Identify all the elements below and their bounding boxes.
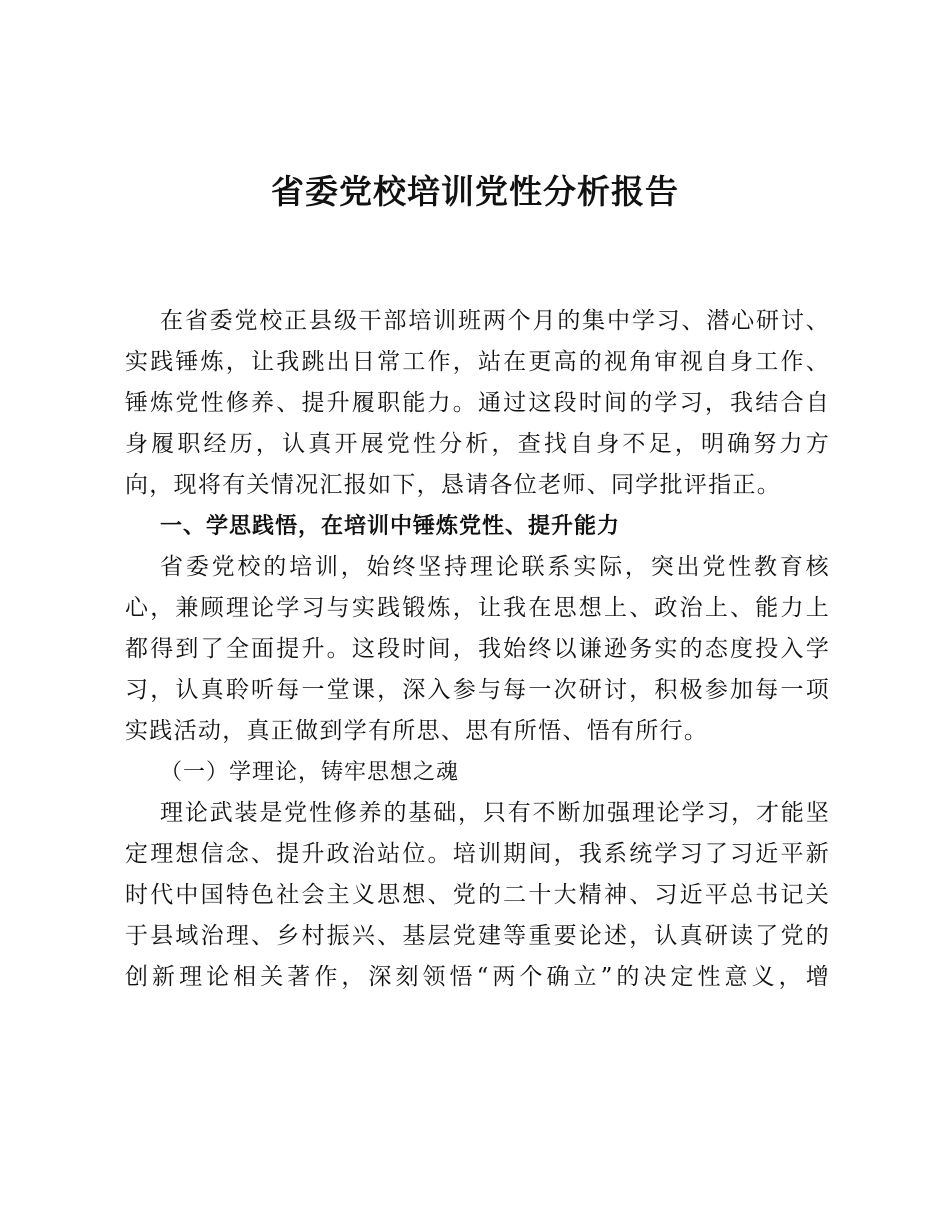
paragraph-line: 理论武装是党性修养的基础，只有不断加强理论学习，才能坚 — [160, 800, 830, 826]
subsection-heading: （一）学理论，铸牢思想之魂 — [160, 760, 460, 785]
paragraph-line: 身履职经历，认真开展党性分析，查找自身不足，明确努力方 — [125, 431, 830, 457]
paragraph-line: 时代中国特色社会主义思想、党的二十大精神、习近平总书记关 — [125, 882, 830, 908]
paragraph-line: 于县域治理、乡村振兴、基层党建等重要论述，认真研读了党的 — [125, 923, 830, 949]
paragraph-line: 在省委党校正县级干部培训班两个月的集中学习、潜心研讨、 — [160, 308, 830, 334]
paragraph-line: 实践锤炼，让我跳出日常工作，站在更高的视角审视自身工作、 — [125, 349, 830, 375]
paragraph-line: 心，兼顾理论学习与实践锻炼，让我在思想上、政治上、能力上 — [125, 595, 830, 621]
paragraph-line: 定理想信念、提升政治站位。培训期间，我系统学习了习近平新 — [125, 841, 830, 867]
document-title: 省委党校培训党性分析报告 — [271, 172, 679, 211]
paragraph-line: 实践活动，真正做到学有所思、思有所悟、悟有所行。 — [125, 718, 709, 744]
paragraph-line: 习，认真聆听每一堂课，深入参与每一次研讨，积极参加每一项 — [125, 677, 830, 703]
section-heading: 一、学思践悟，在培训中锤炼党性、提升能力 — [160, 514, 621, 539]
paragraph-line: 向，现将有关情况汇报如下，恳请各位老师、同学批评指正。 — [125, 472, 782, 498]
paragraph-line: 创新理论相关著作，深刻领悟“两个确立”的决定性意义，增 — [125, 964, 830, 990]
document-body — [125, 301, 830, 998]
paragraph-line: 省委党校的培训，始终坚持理论联系实际，突出党性教育核 — [160, 554, 830, 580]
paragraph-line: 锤炼党性修养、提升履职能力。通过这段时间的学习，我结合自 — [125, 390, 830, 416]
paragraph-line: 都得到了全面提升。这段时间，我始终以谦逊务实的态度投入学 — [125, 636, 830, 662]
